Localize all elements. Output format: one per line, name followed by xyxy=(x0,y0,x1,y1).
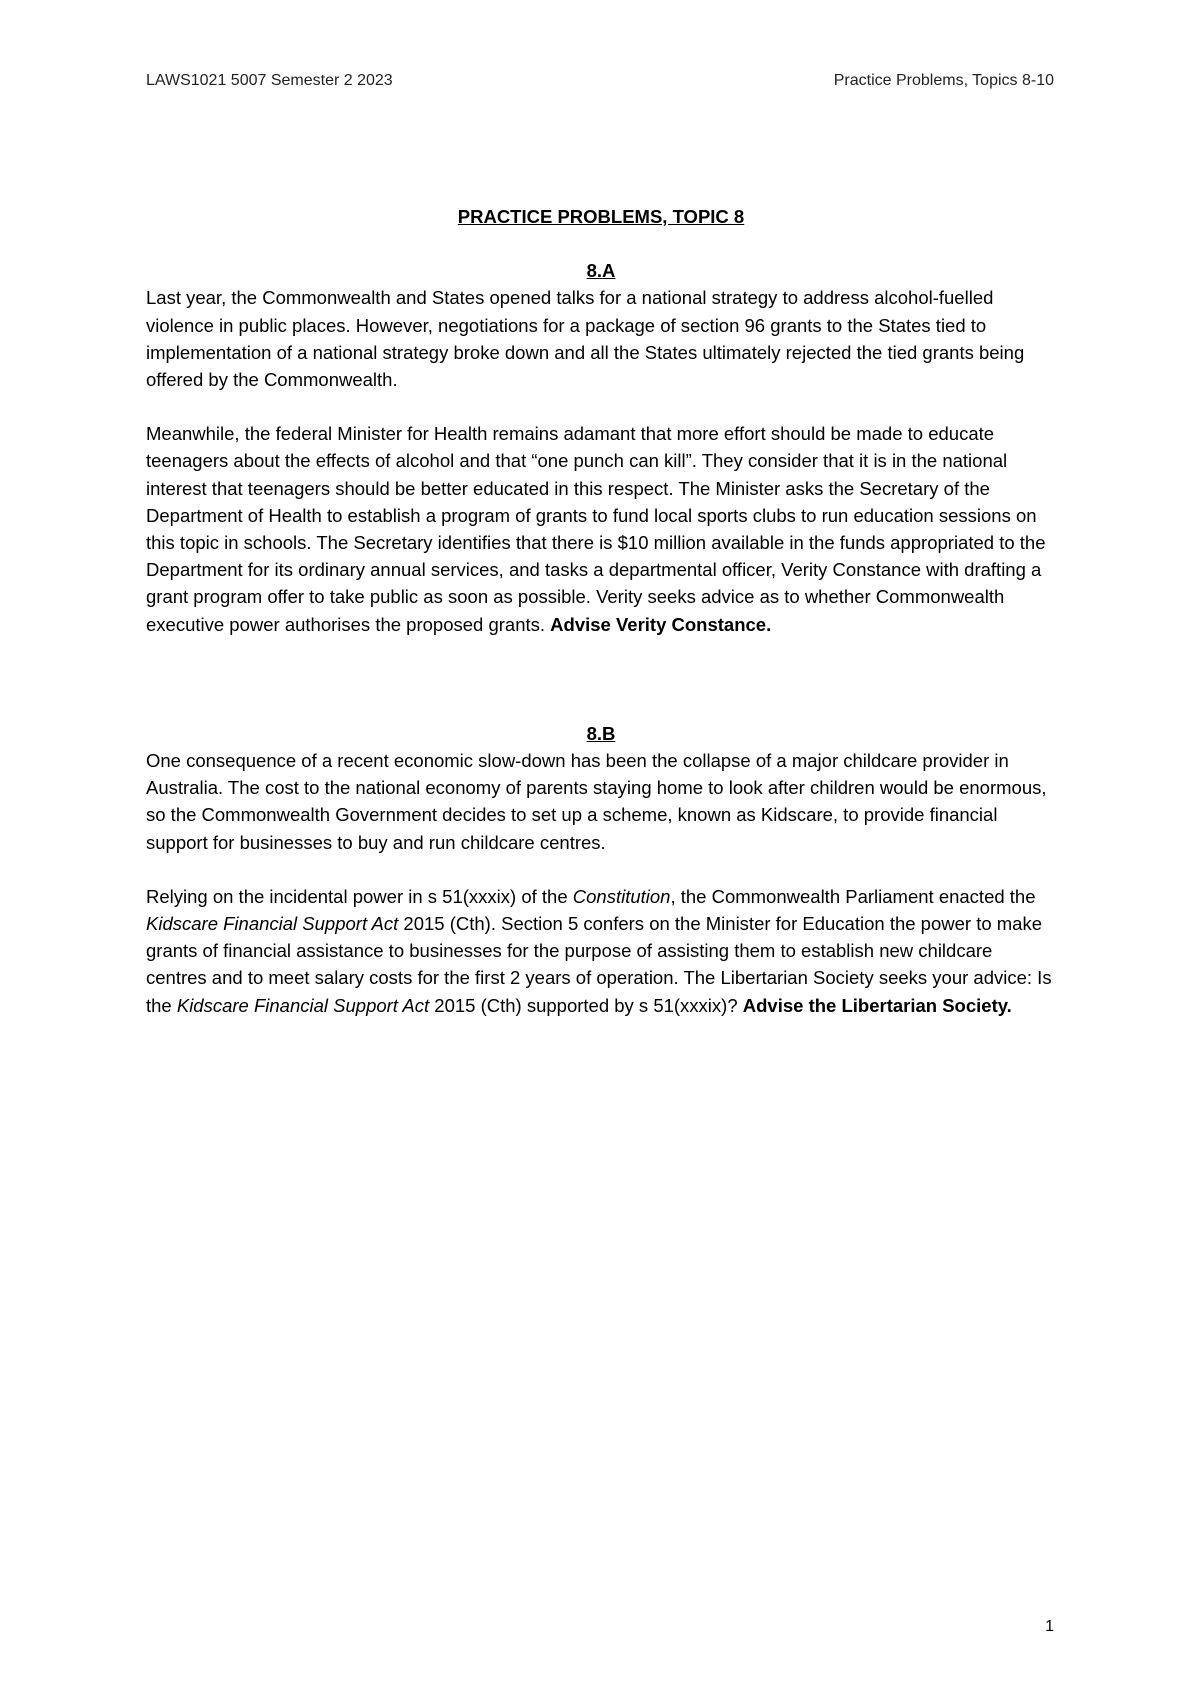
section-8a-paragraph-1: Last year, the Commonwealth and States opened talks for a national strategy to address alcohol-fuelled violence in public places. However, negotiations for a package of section 96 grants to the States tied to implementation of a national strategy broke down and all the States ultimately rejected the tied grants being offered by the Commonwealth. xyxy=(146,287,1025,391)
section-8b-paragraph-2 xyxy=(146,883,1056,1019)
section-8b-text-3: 2015 (Cth). Section 5 confers on the Minister for Education the power to make grants of financial assistance to businesses for the purpose of assisting them to establish new childcare centres and to meet salary costs for the first 2 years of operation. The Libertarian Society seeks your advice: Is the xyxy=(146,913,1052,1016)
document-body xyxy=(146,203,1056,1019)
page-header xyxy=(146,72,1054,90)
section-8b xyxy=(146,720,1056,1019)
section-8b-act-title-italic-2: Kidscare Financial Support Act xyxy=(176,994,430,1016)
section-8b-heading: 8.B xyxy=(586,722,616,744)
section-8a-advise: Advise Verity Constance. xyxy=(550,613,772,635)
section-8a-paragraph-2 xyxy=(146,420,1056,638)
header-document-title: Practice Problems, Topics 8-10 xyxy=(833,72,1054,89)
section-8a-paragraph-2-text: Meanwhile, the federal Minister for Health remains adamant that more effort should be made to educate teenagers about the effects of alcohol and that “one punch can kill”. They consider that it is in the national interest that teenagers should be better educated in this respect. The Minister asks the Secretary of the Department of Health to establish a program of grants to fund local sports clubs to run education sessions on this topic in schools. The Secretary identifies that there is $10 million available in the funds appropriated to the Department for its ordinary annual services, and tasks a departmental officer, Verity Constance with drafting a grant program offer to take public as soon as possible. Verity seeks advice as to whether Commonwealth executive power authorises the proposed grants. xyxy=(146,423,1046,635)
section-8b-advise: Advise the Libertarian Society. xyxy=(742,994,1012,1016)
header-course-info: LAWS1021 5007 Semester 2 2023 xyxy=(146,72,393,89)
section-8b-act-title-italic-1: Kidscare Financial Support Act xyxy=(146,913,399,935)
section-8b-text-4: 2015 (Cth) supported by s 51(xxxix)? xyxy=(429,994,738,1016)
section-8b-text-2: , the Commonwealth Parliament enacted the xyxy=(670,885,1036,907)
section-8b-paragraph-1: One consequence of a recent economic slow-down has been the collapse of a major childcare provider in Australia. The cost to the national economy of parents staying home to look after children would be enormous, so the Commonwealth Government decides to set up a scheme, known as Kidscare, to provide financial support for businesses to buy and run childcare centres. xyxy=(146,750,1047,853)
section-8a xyxy=(146,257,1056,638)
page-number: 1 xyxy=(1045,1618,1054,1635)
section-8b-text-1: Relying on the incidental power in s 51(xxxix) of the xyxy=(146,885,573,907)
page-title: PRACTICE PROBLEMS, TOPIC 8 xyxy=(457,206,745,227)
section-8b-constitution-italic: Constitution xyxy=(572,885,671,907)
section-8a-heading: 8.A xyxy=(586,260,616,282)
